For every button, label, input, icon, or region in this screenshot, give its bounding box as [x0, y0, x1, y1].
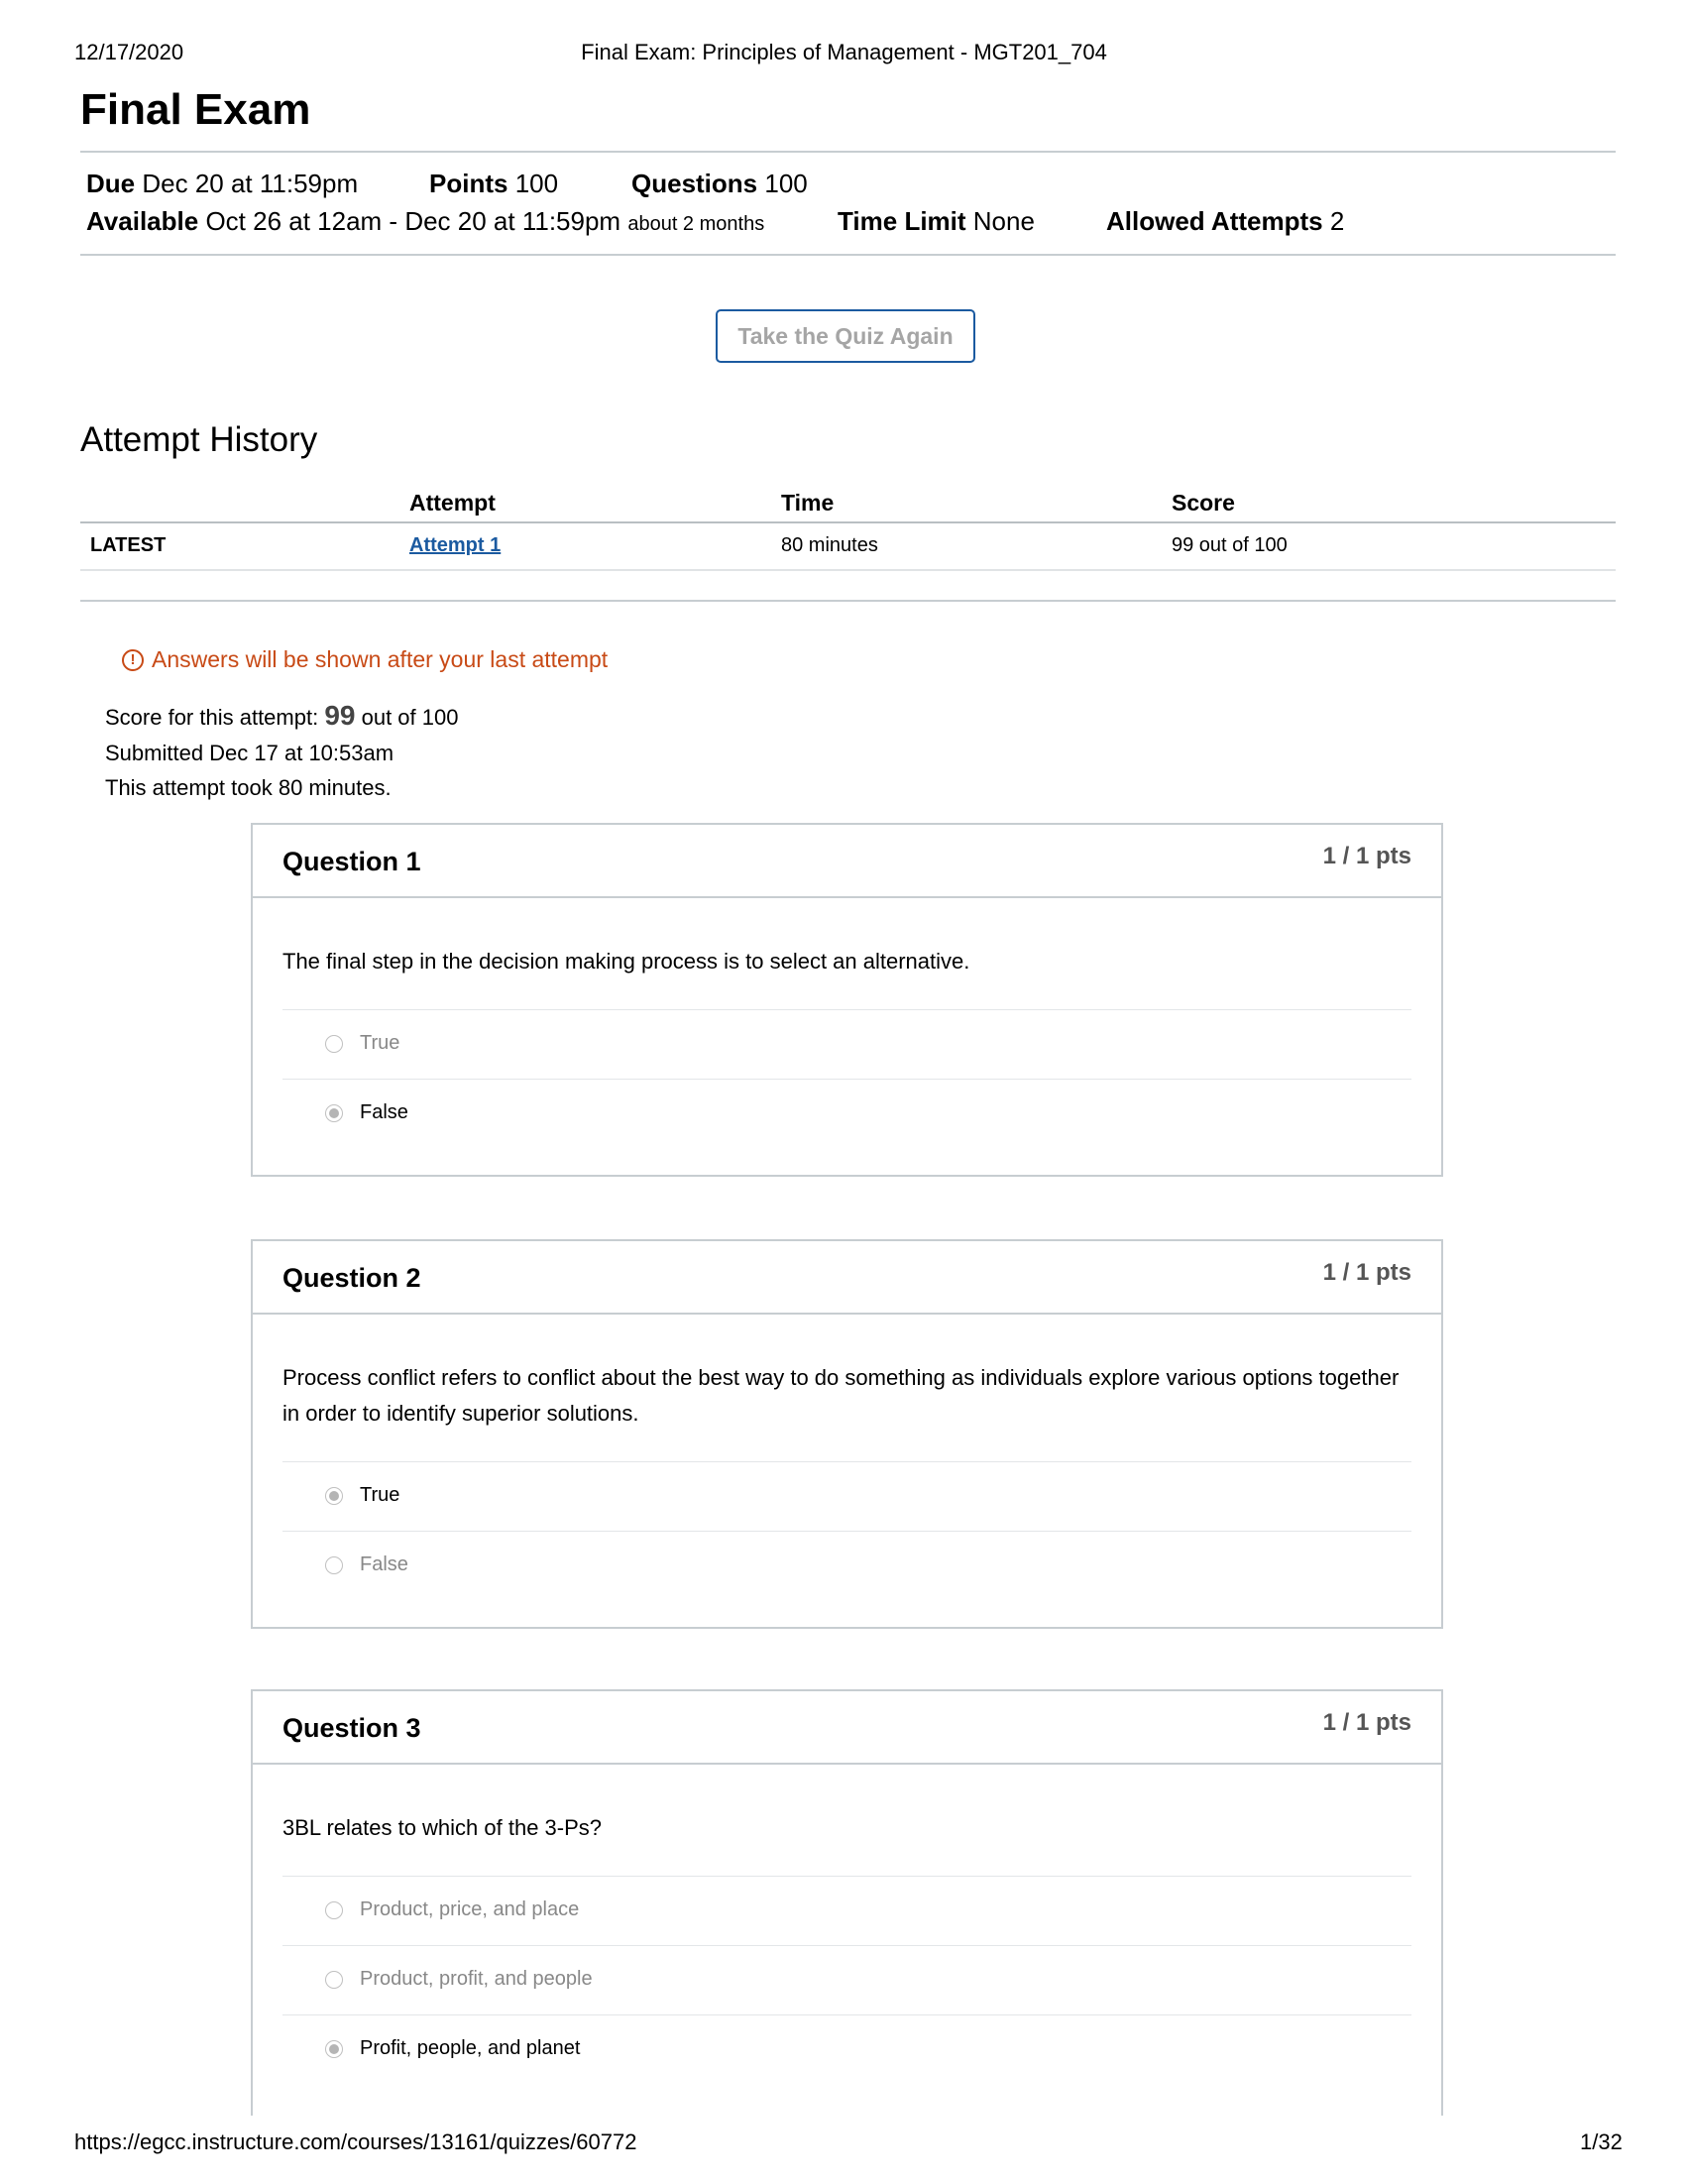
submitted-info: Submitted Dec 17 at 10:53am: [105, 741, 394, 765]
question-title: Question 1: [282, 847, 421, 876]
radio-button-selected[interactable]: [325, 2040, 343, 2058]
exclamation-circle-icon: !: [122, 649, 144, 671]
answer-label: Product, profit, and people: [360, 1968, 593, 1990]
answer-option-selected[interactable]: [282, 2014, 1411, 2085]
radio-button[interactable]: [325, 1556, 343, 1574]
attempt-duration: This attempt took 80 minutes.: [105, 775, 392, 800]
question-text: The final step in the decision making process is to select an alternative.: [282, 949, 970, 974]
allowed-attempts-value: 2: [1329, 206, 1345, 236]
question-card: [251, 823, 1443, 1177]
question-points: 1 / 1 pts: [1322, 843, 1411, 869]
question-card: [251, 1689, 1443, 2116]
answer-label: False: [360, 1553, 408, 1575]
score-summary: [105, 700, 458, 732]
allowed-attempts-label: Allowed Attempts: [1106, 206, 1323, 236]
answer-label: True: [360, 1484, 400, 1506]
answer-option-selected[interactable]: [282, 1461, 1411, 1532]
questions-value: 100: [764, 169, 808, 198]
radio-button[interactable]: [325, 1901, 343, 1919]
answers-notice-text: Answers will be shown after your last attempt: [152, 646, 609, 672]
answer-label: Product, price, and place: [360, 1898, 580, 1920]
page-number: 1/32: [1580, 2129, 1623, 2154]
table-row-divider: [80, 569, 1616, 571]
take-quiz-again-button[interactable]: Take the Quiz Again: [716, 309, 975, 363]
print-date: 12/17/2020: [74, 40, 184, 64]
column-header-score: Score: [1172, 490, 1235, 516]
questions-label: Questions: [631, 169, 758, 198]
attempt-time: 80 minutes: [781, 534, 878, 556]
answer-option-selected[interactable]: [282, 1079, 1411, 1149]
points-value: 100: [514, 169, 559, 198]
questions-info: [631, 169, 808, 199]
attempt-1-link[interactable]: Attempt 1: [409, 534, 502, 556]
question-points: 1 / 1 pts: [1322, 1709, 1411, 1736]
radio-button-selected[interactable]: [325, 1104, 343, 1122]
table-row: [409, 534, 501, 557]
radio-button[interactable]: [325, 1035, 343, 1053]
column-header-attempt: Attempt: [409, 490, 496, 516]
attempt-score: 99 out of 100: [1172, 534, 1288, 556]
question-header: [253, 1691, 1441, 1765]
question-title: Question 3: [282, 1713, 421, 1743]
print-title: Final Exam: Principles of Management - MGT201_704: [581, 40, 1107, 64]
points-info: [429, 169, 558, 199]
score-suffix: out of 100: [361, 705, 459, 730]
question-header: [253, 825, 1441, 898]
question-card: [251, 1239, 1443, 1629]
answer-label: Profit, people, and planet: [360, 2037, 581, 2059]
answer-label: True: [360, 1032, 400, 1054]
divider: [80, 151, 1616, 153]
latest-tag: LATEST: [90, 534, 167, 556]
answer-label: False: [360, 1101, 408, 1123]
available-note: about 2 months: [627, 213, 765, 235]
print-url: https://egcc.instructure.com/courses/13161/quizzes/60772: [74, 2129, 637, 2154]
answer-option[interactable]: [282, 1531, 1411, 1601]
divider: [80, 600, 1616, 602]
radio-button[interactable]: [325, 1971, 343, 1989]
time-limit-info: [838, 206, 1035, 237]
due-label: Due: [86, 169, 136, 198]
column-header-time: Time: [781, 490, 835, 516]
question-points: 1 / 1 pts: [1322, 1259, 1411, 1286]
question-text: 3BL relates to which of the 3-Ps?: [282, 1815, 603, 1840]
available-info: [86, 206, 764, 237]
answer-option[interactable]: [282, 1009, 1411, 1080]
available-value: Oct 26 at 12am - Dec 20 at 11:59pm: [205, 206, 621, 236]
question-text: Process conflict refers to conflict about the best way to do something as individuals explore various options together in order to identify superior solutions.: [282, 1365, 1400, 1426]
available-label: Available: [86, 206, 199, 236]
radio-button-selected[interactable]: [325, 1487, 343, 1505]
time-limit-value: None: [972, 206, 1035, 236]
points-label: Points: [429, 169, 508, 198]
answers-notice: [122, 646, 608, 673]
answer-option[interactable]: [282, 1945, 1411, 2015]
due-value: Dec 20 at 11:59pm: [142, 169, 359, 198]
score-prefix: Score for this attempt:: [105, 705, 319, 730]
allowed-attempts-info: [1106, 206, 1344, 237]
answer-option[interactable]: [282, 1876, 1411, 1946]
attempt-history-title: Attempt History: [80, 420, 318, 459]
question-header: [253, 1241, 1441, 1315]
divider: [80, 254, 1616, 256]
page-title: Final Exam: [80, 85, 311, 134]
question-title: Question 2: [282, 1263, 421, 1293]
time-limit-label: Time Limit: [838, 206, 966, 236]
due-info: [86, 169, 358, 199]
table-header-divider: [80, 521, 1616, 523]
score-value: 99: [324, 700, 356, 731]
